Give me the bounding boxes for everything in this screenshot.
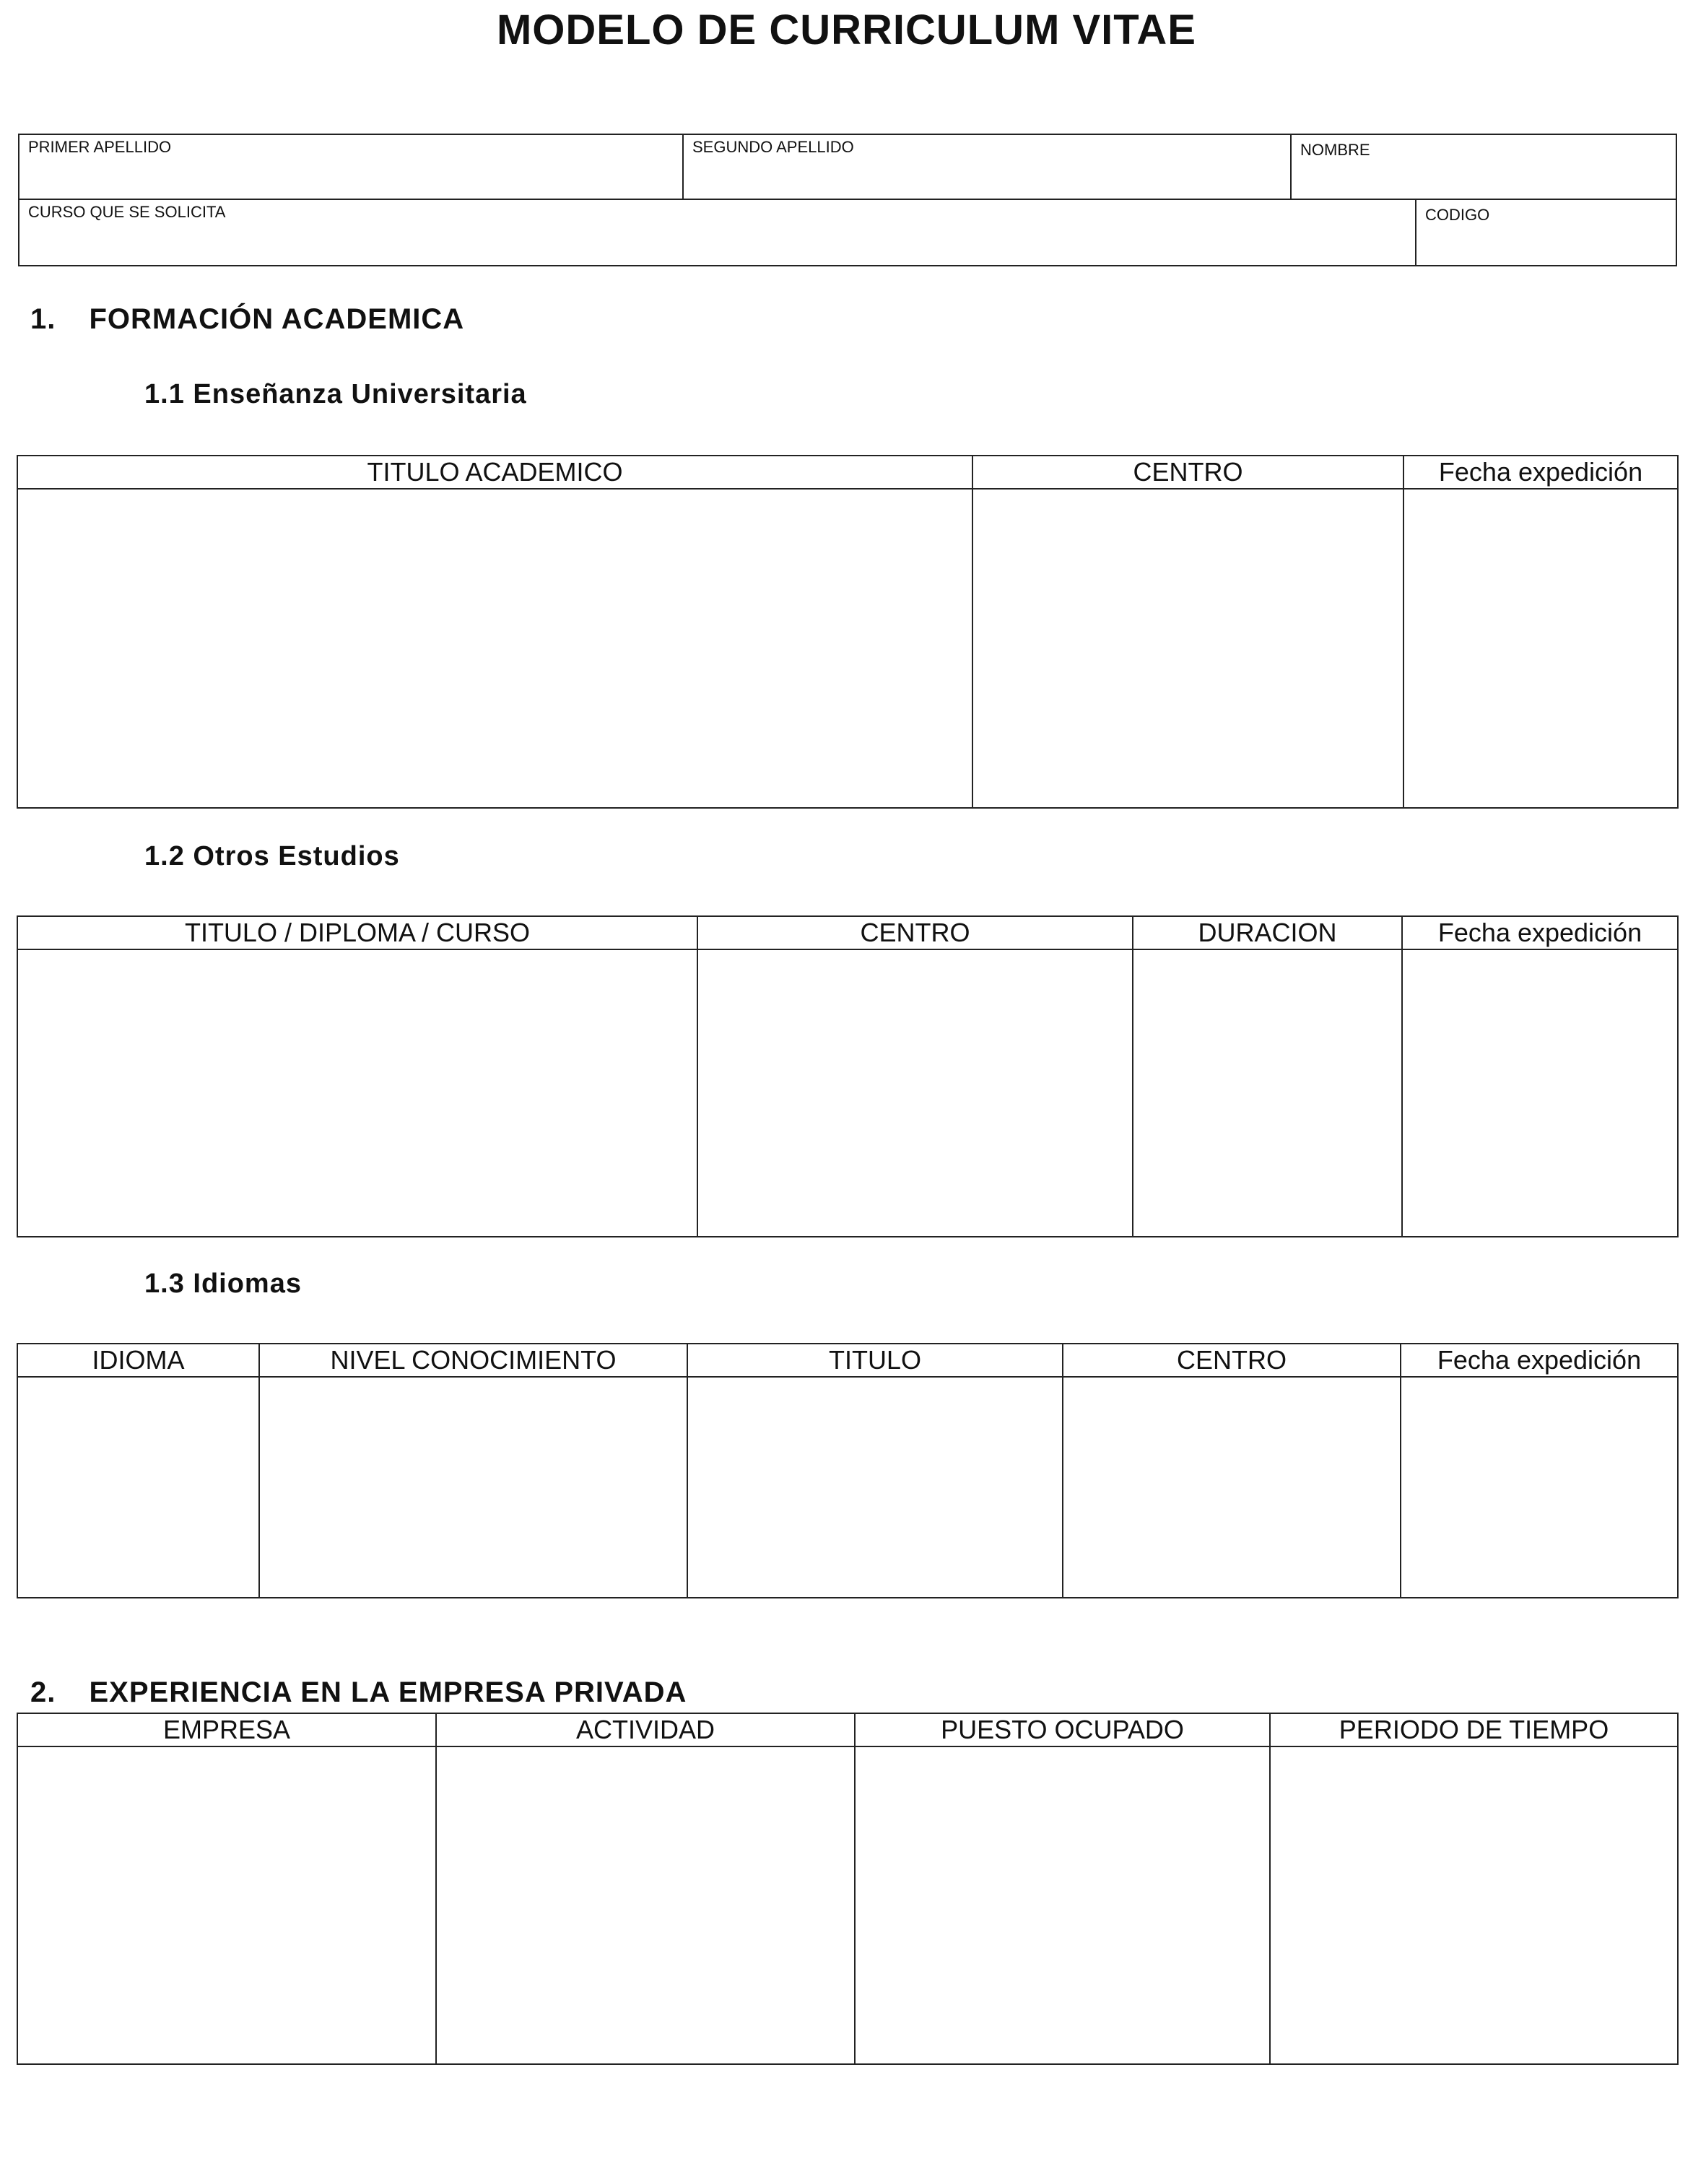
subsection-heading-1-2: 1.2 Otros Estudios bbox=[144, 841, 400, 871]
centro-cell[interactable] bbox=[1063, 1377, 1401, 1598]
experience-table bbox=[17, 1713, 1679, 2065]
column-header: Fecha expedición bbox=[1402, 916, 1678, 949]
codigo-field[interactable] bbox=[1416, 200, 1676, 265]
section1-number: 1. bbox=[30, 303, 56, 335]
column-header: Fecha expedición bbox=[1403, 456, 1678, 489]
section2-title: EXPERIENCIA EN LA EMPRESA PRIVADA bbox=[89, 1676, 687, 1708]
empresa-cell[interactable] bbox=[17, 1746, 436, 2064]
table-row bbox=[17, 949, 1678, 1237]
nombre-label: NOMBRE bbox=[1300, 141, 1370, 159]
nivel-conocimiento-cell[interactable] bbox=[259, 1377, 687, 1598]
column-header: ACTIVIDAD bbox=[436, 1713, 855, 1746]
section1-title: FORMACIÓN ACADEMICA bbox=[89, 303, 465, 335]
section2-number: 2. bbox=[30, 1676, 56, 1708]
centro-cell[interactable] bbox=[972, 489, 1403, 808]
column-header: TITULO ACADEMICO bbox=[17, 456, 972, 489]
table-header-row bbox=[17, 916, 1678, 949]
other-studies-table bbox=[17, 915, 1679, 1237]
centro-cell[interactable] bbox=[697, 949, 1133, 1237]
table-header-row bbox=[17, 456, 1678, 489]
table-row bbox=[17, 1377, 1678, 1598]
fecha-expedicion-cell[interactable] bbox=[1401, 1377, 1678, 1598]
subsection-heading-1-3: 1.3 Idiomas bbox=[144, 1269, 302, 1299]
idioma-cell[interactable] bbox=[17, 1377, 259, 1598]
titulo-diploma-cell[interactable] bbox=[17, 949, 697, 1237]
column-header: TITULO bbox=[687, 1344, 1063, 1377]
column-header: PUESTO OCUPADO bbox=[855, 1713, 1270, 1746]
fecha-expedicion-cell[interactable] bbox=[1403, 489, 1678, 808]
column-header: CENTRO bbox=[972, 456, 1403, 489]
section2-heading bbox=[30, 1676, 687, 1709]
puesto-ocupado-cell[interactable] bbox=[855, 1746, 1270, 2064]
curso-field[interactable] bbox=[19, 200, 1415, 265]
curso-label: CURSO QUE SE SOLICITA bbox=[28, 203, 226, 221]
table-row bbox=[17, 489, 1678, 808]
titulo-academico-cell[interactable] bbox=[17, 489, 972, 808]
column-header: CENTRO bbox=[1063, 1344, 1401, 1377]
column-header: EMPRESA bbox=[17, 1713, 436, 1746]
primer-apellido-field[interactable] bbox=[19, 135, 682, 199]
nombre-field[interactable] bbox=[1292, 135, 1676, 199]
column-header: NIVEL CONOCIMIENTO bbox=[259, 1344, 687, 1377]
page-title: MODELO DE CURRICULUM VITAE bbox=[496, 6, 1196, 53]
table-header-row bbox=[17, 1344, 1678, 1377]
table-header-row bbox=[17, 1713, 1678, 1746]
codigo-label: CODIGO bbox=[1425, 206, 1490, 224]
subsection-heading-1-1: 1.1 Enseñanza Universitaria bbox=[144, 379, 527, 409]
languages-table bbox=[17, 1343, 1679, 1598]
column-header: Fecha expedición bbox=[1401, 1344, 1678, 1377]
primer-apellido-label: PRIMER APELLIDO bbox=[28, 138, 172, 156]
segundo-apellido-label: SEGUNDO APELLIDO bbox=[692, 138, 854, 156]
column-header: CENTRO bbox=[697, 916, 1133, 949]
segundo-apellido-field[interactable] bbox=[684, 135, 1290, 199]
titulo-cell[interactable] bbox=[687, 1377, 1063, 1598]
duracion-cell[interactable] bbox=[1133, 949, 1402, 1237]
section1-heading bbox=[30, 303, 464, 336]
table-row bbox=[17, 1746, 1678, 2064]
periodo-tiempo-cell[interactable] bbox=[1270, 1746, 1678, 2064]
column-header: PERIODO DE TIEMPO bbox=[1270, 1713, 1678, 1746]
column-header: IDIOMA bbox=[17, 1344, 259, 1377]
fecha-expedicion-cell[interactable] bbox=[1402, 949, 1678, 1237]
column-header: TITULO / DIPLOMA / CURSO bbox=[17, 916, 697, 949]
university-table bbox=[17, 455, 1679, 809]
column-header: DURACION bbox=[1133, 916, 1402, 949]
actividad-cell[interactable] bbox=[436, 1746, 855, 2064]
